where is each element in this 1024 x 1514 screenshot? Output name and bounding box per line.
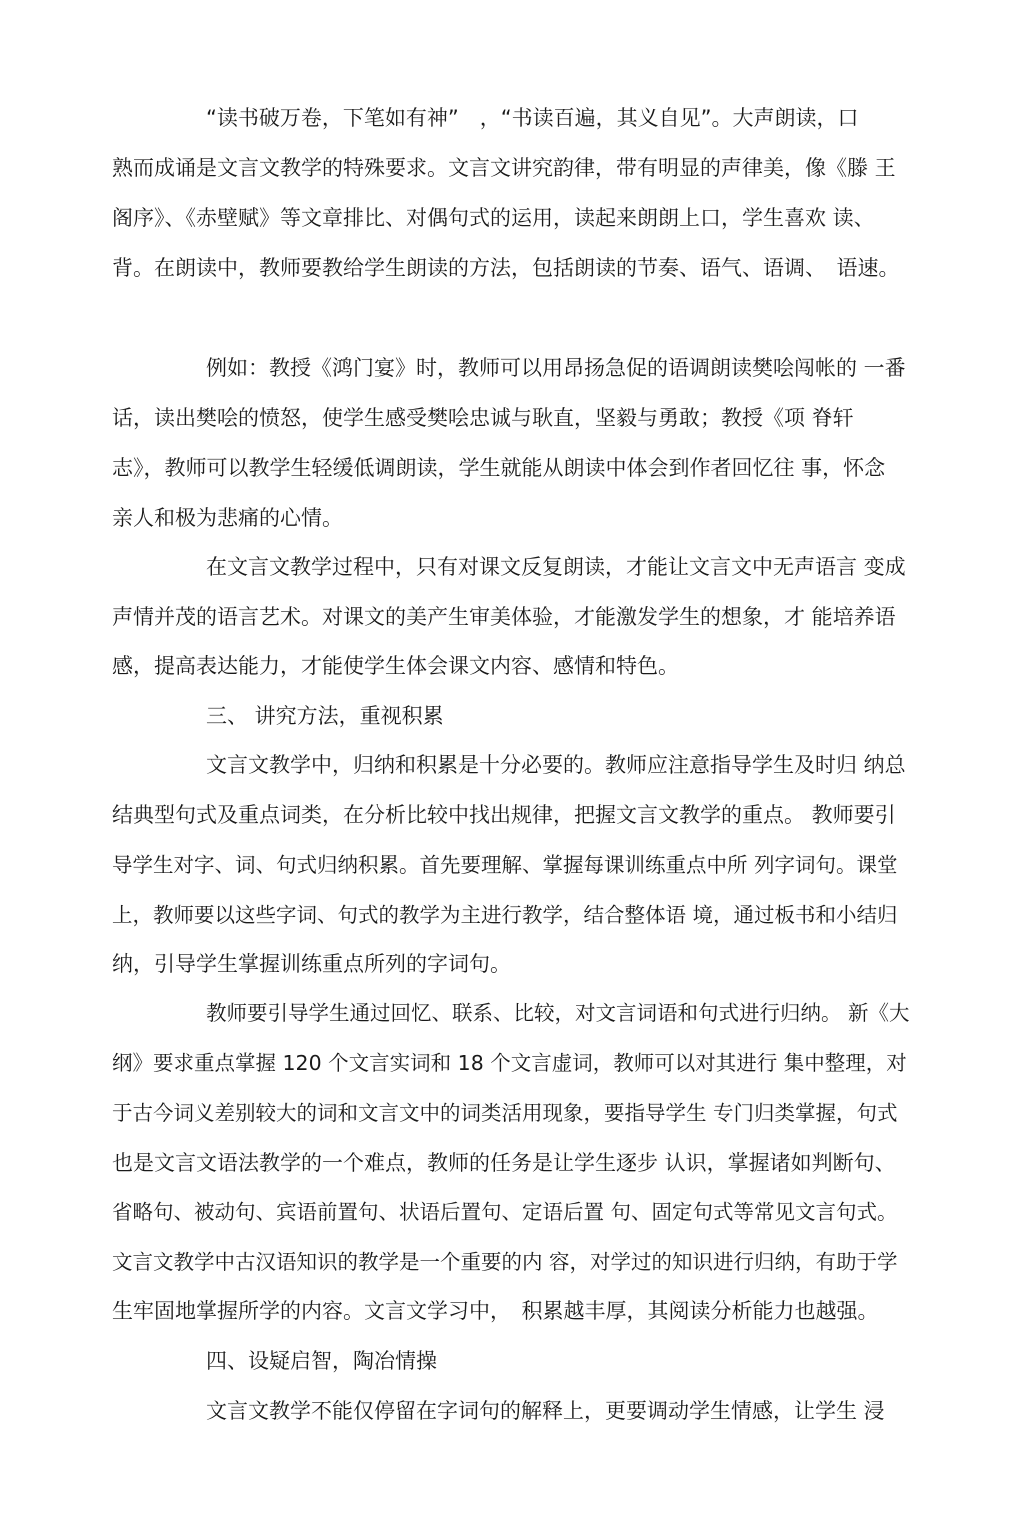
paragraph-3-line-2: 声情并茂的语言艺术。对课文的美产生审美体验，才能激发学生的想象，才 能培养语 [112,605,896,629]
paragraph-4-line-1: 文言文教学中，归纳和积累是十分必要的。教师应注意指导学生及时归 纳总 [206,753,906,777]
section-heading-4: 四、设疑启智，陶冶情操 [206,1349,437,1373]
paragraph-5-line-7: 生牢固地掌握所学的内容。文言文学习中， 积累越丰厚，其阅读分析能力也越强。 [112,1299,879,1323]
paragraph-5-line-4: 也是文言文语法教学的一个难点，教师的任务是让学生逐步 认识，掌握诸如判断句、 [112,1151,896,1175]
paragraph-4-line-4: 上，教师要以这些字词、句式的教学为主进行教学，结合整体语 境，通过板书和小结归 [112,903,898,927]
paragraph-3-line-3: 感，提高表达能力，才能使学生体会课文内容、感情和特色。 [112,654,679,678]
paragraph-5-line-2: 纲》要求重点掌握 120 个文言实词和 18 个文言虚词，教师可以对其进行 集中整理，对 [112,1051,907,1075]
paragraph-2-line-2: 话，读出樊哙的愤怒，使学生感受樊哙忠诚与耿直，坚毅与勇敢；教授《项 脊轩 [112,406,854,430]
paragraph-4-line-3: 导学生对字、词、句式归纳积累。首先要理解、掌握每课训练重点中所 列字词句。课堂 [112,853,898,877]
paragraph-4-line-5: 纳，引导学生掌握训练重点所列的字词句。 [112,952,511,976]
paragraph-1-line-3: 阁序》、《赤壁赋》等文章排比、对偶句式的运用，读起来朗朗上口，学生喜欢 读、 [112,206,875,230]
paragraph-2-line-3: 志》，教师可以教学生轻缓低调朗读，学生就能从朗读中体会到作者回忆往 事，怀念 [112,456,886,480]
paragraph-1-line-2: 熟而成诵是文言文教学的特殊要求。文言文讲究韵律，带有明显的声律美，像《滕 王 [112,156,896,180]
paragraph-1-line-4: 背。在朗读中，教师要教给学生朗读的方法，包括朗读的节奏、语气、语调、 语速。 [112,256,900,280]
paragraph-2-line-1: 例如：教授《鸿门宴》时，教师可以用昂扬急促的语调朗读樊哙闯帐的 一番 [206,356,906,380]
paragraph-5-line-1: 教师要引导学生通过回忆、联系、比较，对文言词语和句式进行归纳。 新《大 [206,1001,910,1025]
paragraph-5-line-6: 文言文教学中古汉语知识的教学是一个重要的内 容，对学过的知识进行归纳，有助于学 [112,1250,898,1274]
paragraph-1-line-1: “读书破万卷，下笔如有神” ，“书读百遍，其义自见”。大声朗读，口 [206,106,859,130]
paragraph-5-line-5: 省略句、被动句、宾语前置句、状语后置句、定语后置 句、固定句式等常见文言句式。 [112,1200,898,1224]
section-heading-3: 三、 讲究方法，重视积累 [206,704,444,728]
paragraph-3-line-1: 在文言文教学过程中，只有对课文反复朗读，才能让文言文中无声语言 变成 [206,555,906,579]
paragraph-4-line-2: 结典型句式及重点词类，在分析比较中找出规律，把握文言文教学的重点。 教师要引 [112,803,896,827]
paragraph-6-line-1: 文言文教学不能仅停留在字词句的解释上，更要调动学生情感，让学生 浸 [206,1399,885,1423]
paragraph-5-line-3: 于古今词义差别较大的词和文言文中的词类活用现象，要指导学生 专门归类掌握，句式 [112,1101,898,1125]
paragraph-2-line-4: 亲人和极为悲痛的心情。 [112,506,343,530]
